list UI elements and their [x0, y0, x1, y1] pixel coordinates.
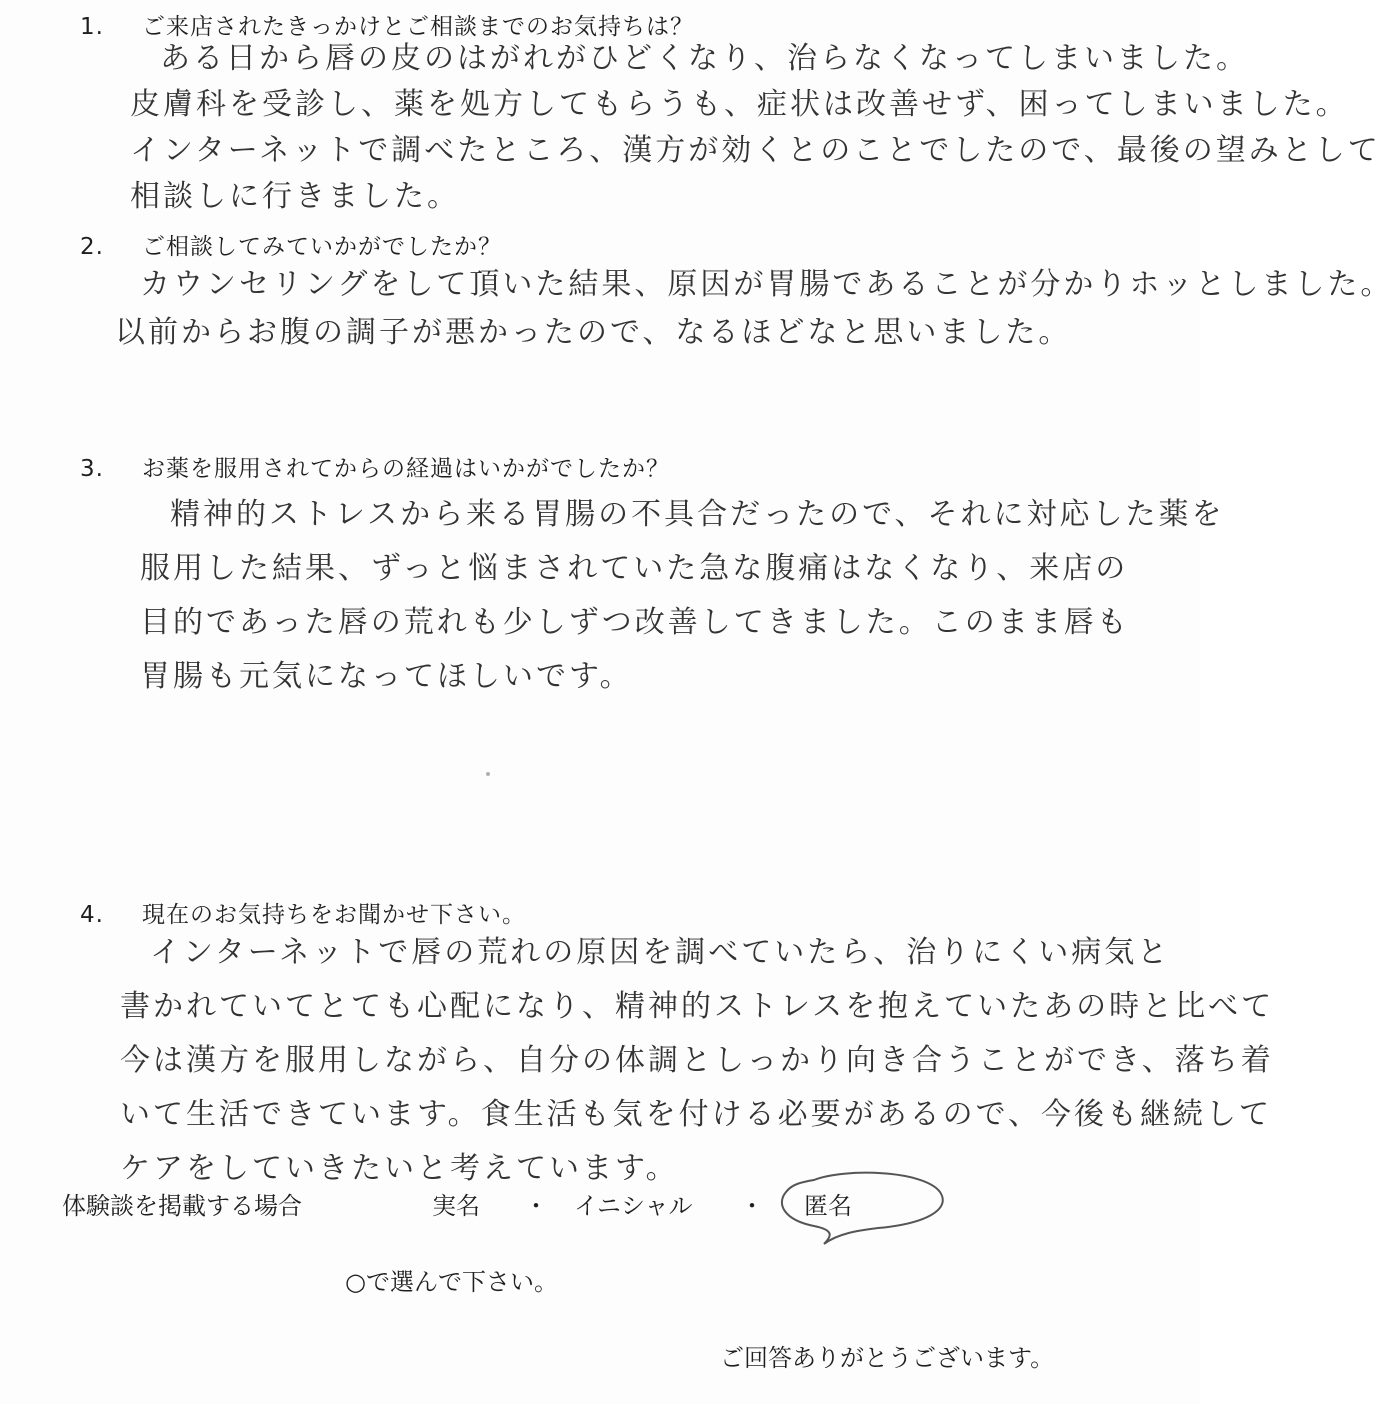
answer-4-line-4-text: いて生活できています。食生活も気を付ける必要があるので、今後も継続して: [120, 1097, 1272, 1132]
answer-4-line-5-text: ケアをしていきたいと考えています。: [120, 1151, 679, 1186]
selection-circle-mark: [774, 1170, 944, 1252]
question-4-text: 現在のお気持ちをお聞かせ下さい。: [142, 902, 526, 928]
answer-2-line-2-text: 以前からお腹の調子が悪かったので、なるほどなと思いました。: [115, 315, 1072, 350]
answer-1-line: [130, 36, 1249, 82]
option-separator: ・: [524, 1192, 548, 1220]
answer-2-line: [140, 262, 1393, 308]
question-1-number: 1.: [80, 14, 104, 40]
answer-3-line-2-text: 服用した結果、ずっと悩まされていた急な腹痛はなくなり、来店の: [140, 551, 1129, 586]
paper-speck: [486, 772, 490, 776]
answer-4-line-1-text: インターネットで唇の荒れの原因を調べていたら、治りにくい病気と: [150, 935, 1171, 970]
answer-1-line-2-text: 皮膚科を受診し、薬を処方してもらうも、症状は改善せず、困ってしまいました。: [130, 87, 1349, 122]
question-4: [80, 896, 526, 929]
answer-3-line-3-text: 目的であった唇の荒れも少しずつ改善してきました。このまま唇も: [140, 605, 1130, 640]
question-2: [80, 228, 502, 261]
question-4-number: 4.: [80, 902, 104, 928]
answer-2-line: [115, 310, 1155, 356]
option-separator: ・: [740, 1192, 764, 1220]
answer-1-line-1-text: ある日から唇の皮のはがれがひどくなり、治らなくなってしまいました。: [160, 41, 1249, 76]
answer-4-line: [120, 1088, 1272, 1142]
option-anonymous: 匿名: [804, 1192, 852, 1220]
question-1-text: ご来店されたきっかけとご相談までのお気持ちは？: [142, 14, 694, 40]
question-2-number: 2.: [80, 234, 104, 260]
option-initials: イニシャル: [574, 1192, 693, 1220]
answer-1-line: [130, 128, 1381, 174]
question-3-number: 3.: [80, 456, 104, 482]
answer-3-line: [140, 488, 1225, 542]
answer-3-line-1-text: 精神的ストレスから来る胃腸の不具合だったので、それに対応した薬を: [170, 497, 1225, 532]
answer-2-line-1-text: カウンセリングをして頂いた結果、原因が胃腸であることが分かりホッとしました。: [140, 267, 1393, 302]
option-real-name: 実名: [432, 1192, 480, 1220]
answer-1: [130, 36, 1381, 220]
answer-1-line: [130, 82, 1349, 128]
answer-2: [140, 262, 1393, 308]
thanks-message: ご回答ありがとうございます。: [720, 1344, 1055, 1372]
answer-1-line: [130, 174, 1170, 220]
publish-label: 体験談を掲載する場合: [62, 1192, 302, 1220]
question-3-text: お薬を服用されてからの経過はいかがでしたか？: [142, 456, 670, 482]
answer-3-line: [140, 650, 1180, 704]
answer-3-line: [140, 596, 1180, 650]
answer-1-line-3-text: インターネットで調べたところ、漢方が効くとのことでしたので、最後の望みとして: [130, 133, 1381, 168]
answer-1-line-4-text: 相談しに行きました。: [130, 179, 460, 214]
answer-4-line: [120, 1034, 1274, 1088]
answer-4-line: [120, 926, 1171, 980]
answer-3-line-4-text: 胃腸も元気になってほしいです。: [140, 659, 633, 694]
answer-4-line-3-text: 今は漢方を服用しながら、自分の体調としっかり向き合うことができ、落ち着: [120, 1043, 1274, 1078]
answer-3: [140, 488, 1225, 704]
answer-4: [120, 926, 1275, 1196]
answer-4-line: [120, 980, 1275, 1034]
answer-3-line: [140, 542, 1180, 596]
question-3: [80, 450, 670, 483]
selection-instruction: ○で選んで下さい。: [345, 1268, 558, 1296]
answer-4-line-2-text: 書かれていてとても心配になり、精神的ストレスを抱えていたあの時と比べて: [120, 989, 1275, 1024]
answer-2b: [115, 310, 1155, 356]
question-2-text: ご相談してみていかがでしたか？: [142, 234, 502, 260]
